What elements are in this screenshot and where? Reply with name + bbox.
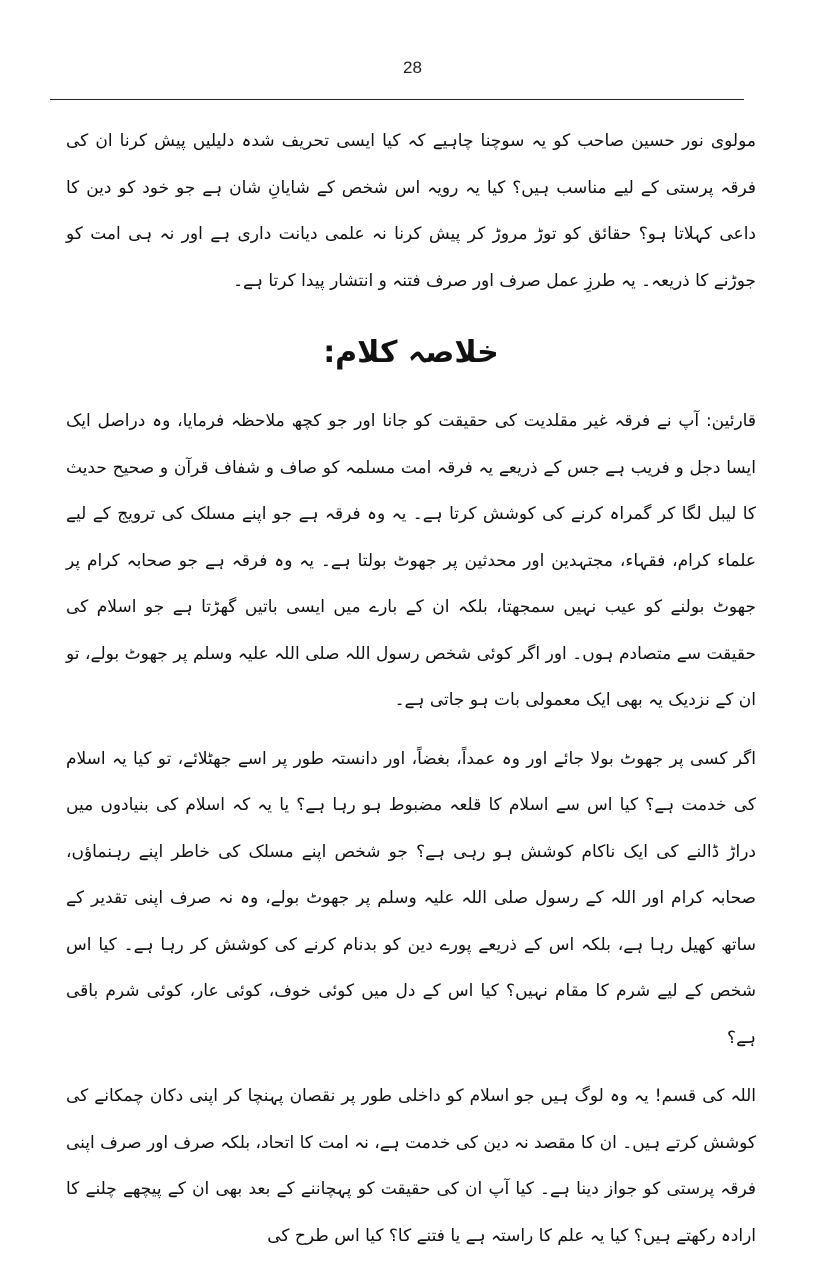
- summary-paragraph-1: قارئین: آپ نے فرقہ غیر مقلدیت کی حقیقت کو جانا اور جو کچھ ملاحظہ فرمایا، وہ دراصل ایک ایسا دجل و فریب ہے جس کے ذریعے یہ فرقہ امت مسلمہ کو صاف و شفاف قرآن و صحیح حدیث کا لیبل لگا کر گمراہ کرنے کی کوشش کرتا ہے۔ یہ وہ فرقہ ہے جو اپنے مسلک کی ترویج کے لیے علماء کرام، فقہاء، مجتہدین اور محدثین پر جھوٹ بولتا ہے۔ یہ وہ فرقہ ہے جو صحابہ کرام پر جھوٹ بولنے کو عیب نہیں سمجھتا، بلکہ ان کے بارے میں ایسی باتیں گھڑتا ہے جو اسلام کی حقیقت سے متصادم ہوں۔ اور اگر کوئی شخص رسول اللہ صلی اللہ علیہ وسلم پر جھوٹ بولے، تو ان کے نزدیک یہ بھی ایک معمولی بات ہو جاتی ہے۔: [66, 411, 756, 710]
- intro-paragraph: مولوی نور حسین صاحب کو یہ سوچنا چاہیے کہ کیا ایسی تحریف شدہ دلیلیں پیش کرنا ان کی فرقہ پرستی کے لیے مناسب ہیں؟ کیا یہ رویہ اس شخص کے شایانِ شان ہے جو خود کو دین کا داعی کہلاتا ہو؟ حقائق کو توڑ مروڑ کر پیش کرنا نہ علمی دیانت داری ہے اور نہ ہی امت کو جوڑنے کا ذریعہ۔ یہ طرزِ عمل صرف اور صرف فتنہ و انتشار پیدا کرتا ہے۔: [66, 131, 756, 291]
- summary-paragraph-2: اگر کسی پر جھوٹ بولا جائے اور وہ عمداً، بغضاً، اور دانستہ طور پر اسے جھٹلائے، تو کیا یہ اسلام کی خدمت ہے؟ کیا اس سے اسلام کا قلعہ مضبوط ہو رہا ہے؟ یا یہ کہ اسلام کی بنیادوں میں دراڑ ڈالنے کی ایک ناکام کوشش ہو رہی ہے؟ جو شخص اپنے مسلک کی خاطر اپنے رہنماؤں، صحابہ کرام اور اللہ کے رسول صلی اللہ علیہ وسلم پر جھوٹ بولے، وہ نہ صرف اپنی تقدیر کے ساتھ کھیل رہا ہے، بلکہ اس کے ذریعے پورے دین کو بدنام کرنے کی کوشش کر رہا ہے۔ کیا اس شخص کے لیے شرم کا مقام نہیں؟ کیا اس کے دل میں کوئی خوف، کوئی عار، کوئی شرم باقی ہے؟: [66, 748, 756, 1048]
- page-number: 28: [403, 58, 422, 77]
- header-rule: [50, 99, 744, 100]
- summary-paragraph-3: اللہ کی قسم! یہ وہ لوگ ہیں جو اسلام کو داخلی طور پر نقصان پہنچا کر اپنی دکان چمکانے کی کوشش کرتے ہیں۔ ان کا مقصد نہ دین کی خدمت ہے، نہ امت کا اتحاد، بلکہ صرف اور صرف اپنی فرقہ پرستی کو جواز دینا ہے۔ کیا آپ ان کی حقیقت کو پہچاننے کے بعد بھی ان کے پیچھے چلنے کا ارادہ رکھتے ہیں؟ کیا یہ علم کا راستہ ہے یا فتنے کا؟ کیا اس طرح کی: [66, 1086, 756, 1246]
- page-content: [66, 118, 756, 1259]
- section-heading: خلاصہ کلام:: [323, 335, 499, 370]
